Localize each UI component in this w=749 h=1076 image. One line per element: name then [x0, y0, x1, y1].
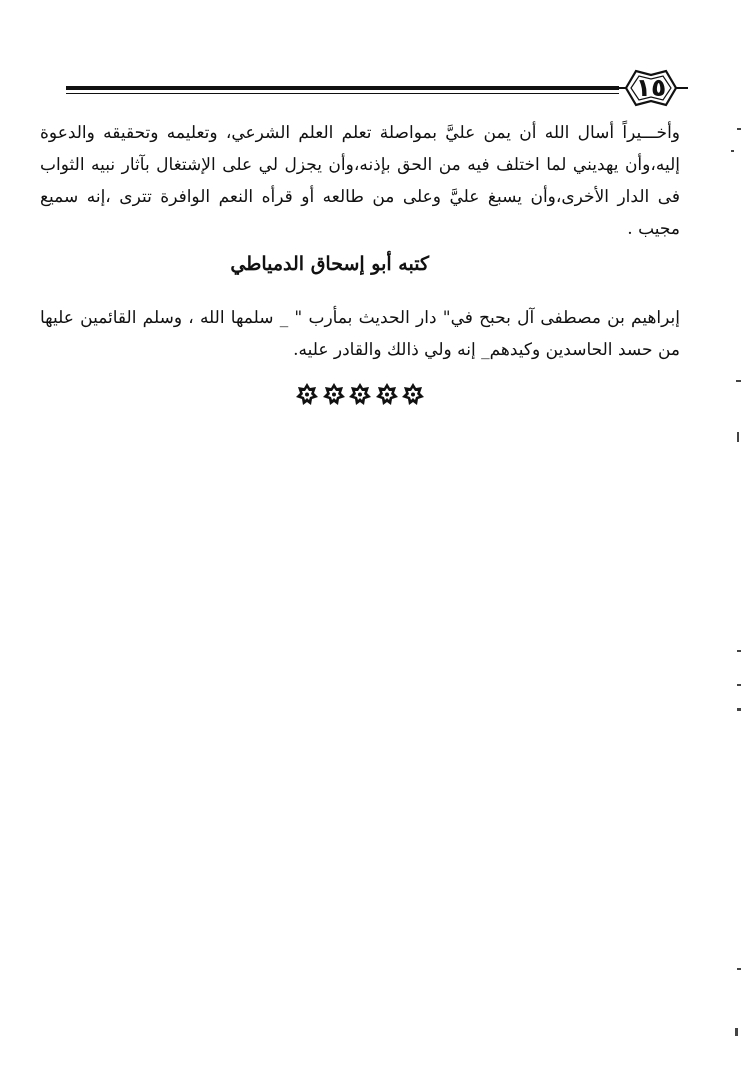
scan-speck	[737, 128, 741, 130]
scan-speck	[737, 432, 739, 442]
closing-ornament-row	[295, 381, 425, 407]
scan-speck	[737, 708, 741, 711]
scan-speck	[731, 150, 734, 152]
page-number: ١٥	[635, 73, 667, 102]
paragraph-closing-prayer: وأخـــيراً أسال الله أن يمن عليَّ بمواصلة تعلم العلم الشرعي، وتعليمه وتحقيقه والدعوة إليه،وأن يهديني لما اختلف فيه من الحق بإذنه،وأن يجزل لي على الإشتغال بآثار نبيه الثواب فى الدار الأخرى،وأن يسبغ عليَّ وعلى من طالعه أو قرأه النعم الوافرة تترى ،إنه سميع مجيب .	[40, 123, 680, 239]
scan-speck	[736, 380, 741, 382]
paragraph-author-location: إبراهيم بن مصطفى آل بحبح في" دار الحديث بمأرب " _ سلمها الله ، وسلم القائمين عليها من حسد الحاسدين وكيدهم_ إنه ولي ذالك والقادر عليه.	[40, 308, 680, 360]
scan-speck	[737, 650, 741, 652]
star-flower-icon	[295, 382, 319, 406]
scan-speck	[735, 1028, 738, 1036]
star-flower-icon	[375, 382, 399, 406]
author-signature: كتبه أبو إسحاق الدمياطي	[230, 253, 429, 275]
scan-speck	[737, 968, 741, 970]
page-number-badge	[612, 63, 690, 113]
scan-speck	[737, 684, 741, 686]
header-rule-thin	[66, 93, 619, 94]
header-rule-thick	[66, 86, 619, 90]
star-flower-icon	[348, 382, 372, 406]
star-flower-icon	[401, 382, 425, 406]
star-flower-icon	[322, 382, 346, 406]
